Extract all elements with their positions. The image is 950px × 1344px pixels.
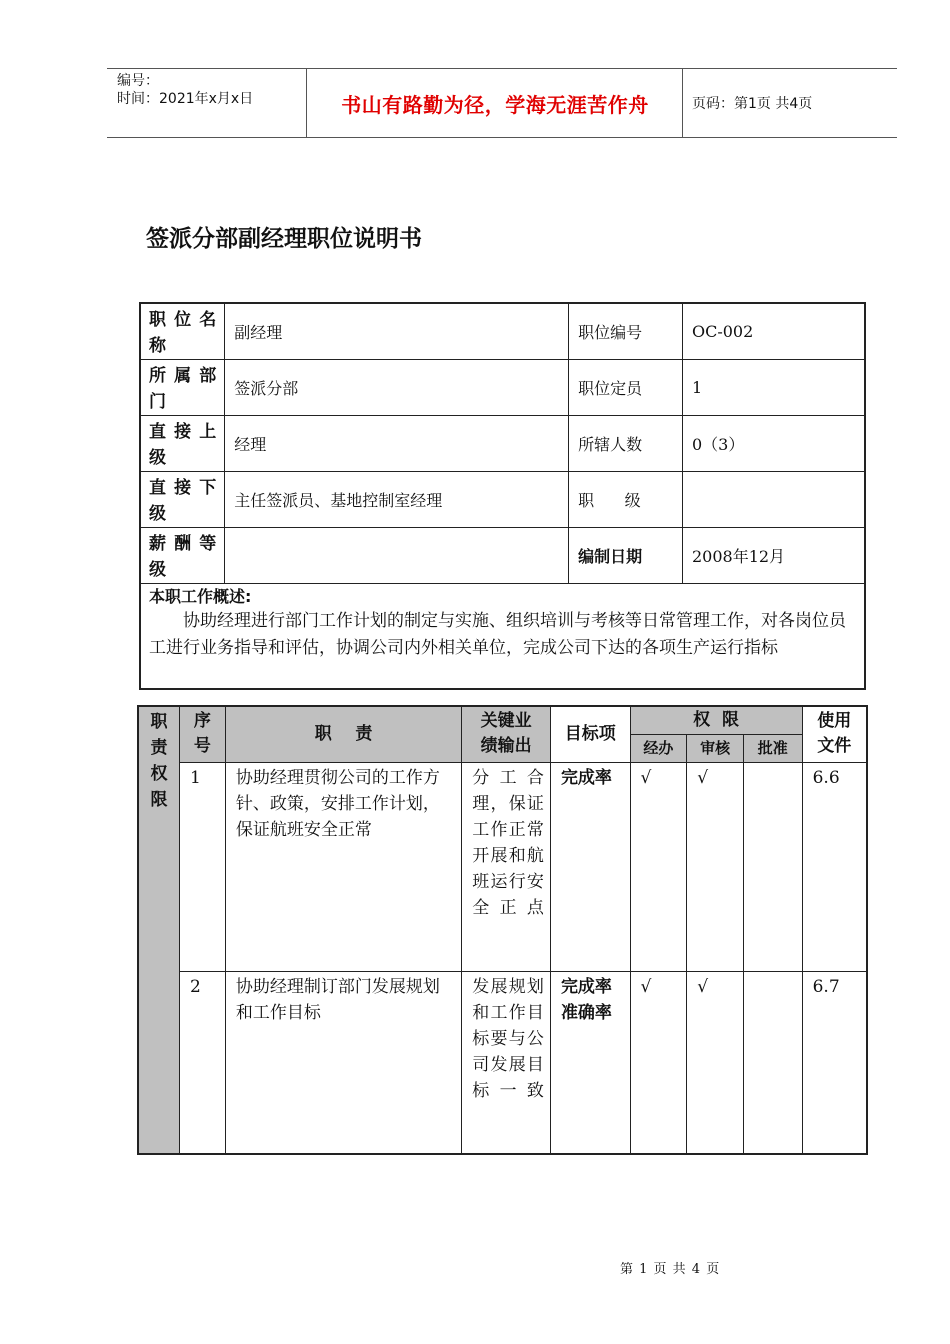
row-target: 完成率 (550, 762, 630, 971)
page-footer: 第 1 页 共 4 页 (620, 1262, 721, 1277)
duty-side-label (138, 706, 179, 1154)
label-grade: 职 级 (569, 472, 683, 528)
job-info-table (139, 302, 866, 690)
header-approve: 批准 (743, 734, 802, 762)
value-salary-grade (225, 528, 569, 584)
label-compile-date: 编制日期 (569, 528, 683, 584)
label-position-code: 职位编号 (569, 303, 683, 360)
value-department: 签派分部 (225, 360, 569, 416)
header-target: 目标项 (550, 706, 630, 762)
label-department: 所属部门 (140, 360, 225, 416)
time-label: 时间：2021年x月x日 (117, 91, 254, 107)
row-doc: 6.7 (802, 971, 867, 1154)
row-review: √ (687, 762, 744, 971)
value-position-code: OC-002 (682, 303, 865, 360)
page-info: 页码：第1页 共4页 (692, 96, 813, 112)
label-headcount: 职位定员 (569, 360, 683, 416)
job-summary (140, 584, 865, 689)
row-seq: 1 (179, 762, 225, 971)
page-header (107, 68, 897, 138)
row-target: 完成率准确率 (550, 971, 630, 1154)
row-handle: √ (630, 762, 687, 971)
value-subordinates: 主任签派员、基地控制室经理 (225, 472, 569, 528)
value-superior: 经理 (225, 416, 569, 472)
row-doc: 6.6 (802, 762, 867, 971)
table-row (138, 762, 867, 971)
label-superior: 直接上级 (140, 416, 225, 472)
header-duty: 职 责 (225, 706, 461, 762)
header-seq: 序号 (179, 706, 225, 762)
row-output: 分工合理，保证工作正常开展和航班运行安全正点 (462, 762, 551, 971)
header-output: 关键业绩输出 (462, 706, 551, 762)
value-position-name: 副经理 (225, 303, 569, 360)
duty-table (137, 705, 868, 1155)
row-approve (743, 971, 802, 1154)
row-duty: 协助经理制订部门发展规划和工作目标 (225, 971, 461, 1154)
summary-text: 协助经理进行部门工作计划的制定与实施、组织培训与考核等日常管理工作，对各岗位员工进行业务指导和评估，协调公司内外相关单位，完成公司下达的各项生产运行指标 (149, 611, 846, 658)
value-compile-date: 2008年12月 (682, 528, 865, 584)
number-label: 编号： (117, 73, 159, 89)
page-title: 签派分部副经理职位说明书 (146, 226, 422, 252)
header-meta (107, 69, 307, 137)
value-subordinate-count: 0（3） (682, 416, 865, 472)
header-authority: 权 限 (630, 706, 802, 734)
header-review: 审核 (687, 734, 744, 762)
row-output: 发展规划和工作目标要与公司发展目标一致 (462, 971, 551, 1154)
label-subordinate-count: 所辖人数 (569, 416, 683, 472)
row-duty: 协助经理贯彻公司的工作方针、政策，安排工作计划，保证航班安全正常 (225, 762, 461, 971)
label-position-name: 职位名称 (140, 303, 225, 360)
label-subordinates: 直接下级 (140, 472, 225, 528)
header-doc: 使用文件 (802, 706, 867, 762)
motto: 书山有路勤为径，学海无涯苦作舟 (308, 69, 683, 137)
row-handle: √ (630, 971, 687, 1154)
value-headcount: 1 (682, 360, 865, 416)
summary-heading: 本职工作概述: (149, 587, 252, 606)
value-grade (682, 472, 865, 528)
label-salary-grade: 薪酬等级 (140, 528, 225, 584)
row-seq: 2 (179, 971, 225, 1154)
row-approve (743, 762, 802, 971)
side-label-text: 职责权限 (150, 712, 168, 810)
table-row (138, 971, 867, 1154)
row-review: √ (687, 971, 744, 1154)
header-handle: 经办 (630, 734, 687, 762)
